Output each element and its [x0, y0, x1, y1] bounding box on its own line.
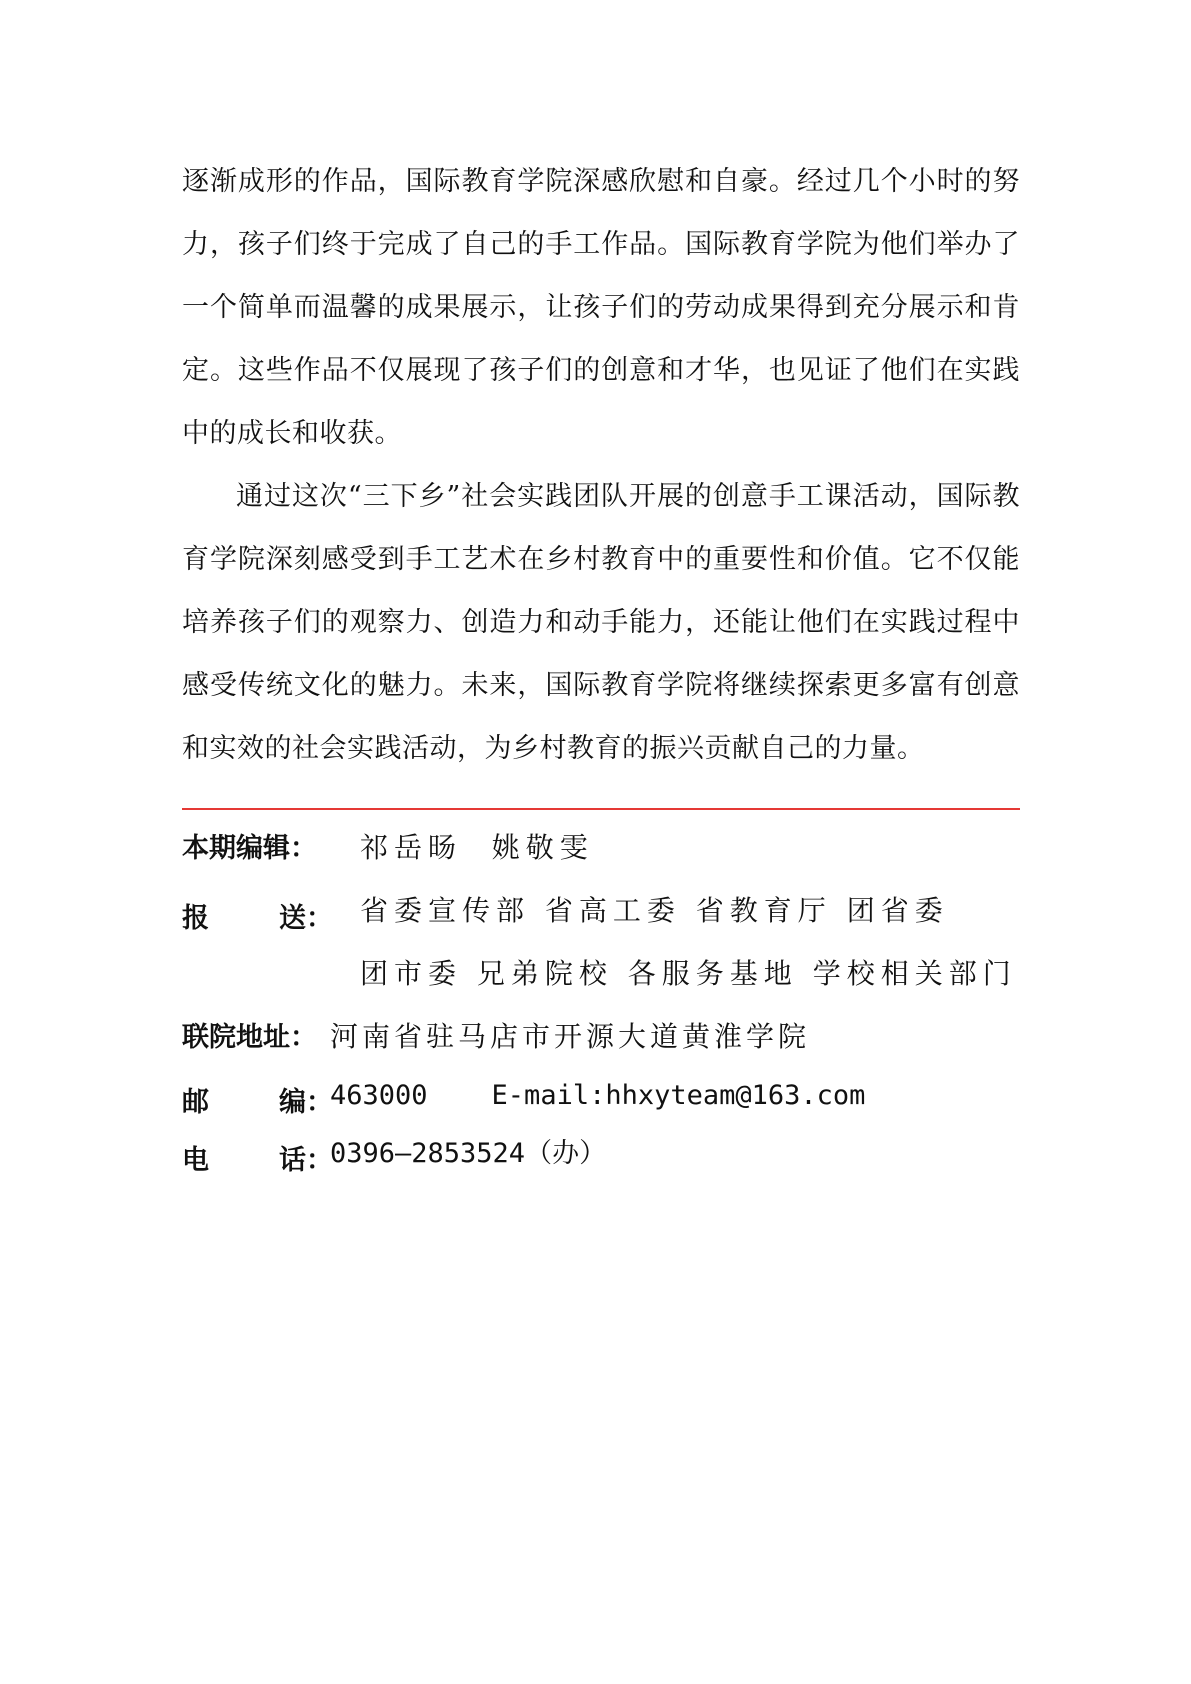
report-label-char1: 报: [182, 903, 209, 934]
phone-label-char2: 话：: [279, 1145, 333, 1176]
report-row: [182, 889, 949, 934]
postcode-value: 463000: [330, 1080, 428, 1111]
postcode-label: [182, 1080, 333, 1118]
postcode-label-char2: 编：: [279, 1087, 333, 1118]
phone-label-char1: 电: [182, 1145, 209, 1176]
red-divider-line: [182, 808, 1020, 810]
address-label: 联院地址：: [182, 1022, 317, 1053]
report-row-continued: [360, 952, 1017, 992]
report-label: [182, 896, 333, 934]
email-value: E-mail:hhxyteam@163.com: [491, 1080, 866, 1111]
phone-value: 0396—2853524（办）: [330, 1138, 607, 1169]
paragraph-2: 通过这次“三下乡”社会实践团队开展的创意手工课活动，国际教育学院深刻感受到手工艺术在乡村教育中的重要性和价值。它不仅能培养孩子们的观察力、创造力和动手能力，还能让他们在实践过程中感受传统文化的魅力。未来，国际教育学院将继续探索更多富有创意和实效的社会实践活动，为乡村教育的振兴贡献自己的力量。: [182, 481, 1020, 764]
address-row: [182, 1015, 810, 1055]
article-body: [182, 150, 1020, 780]
address-value: 河南省驻马店市开源大道黄淮学院: [330, 1020, 811, 1053]
paragraph-1: 逐渐成形的作品，国际教育学院深感欣慰和自豪。经过几个小时的努力，孩子们终于完成了自己的手工作品。国际教育学院为他们举办了一个简单而温馨的成果展示，让孩子们的劳动成果得到充分展示和肯定。这些作品不仅展现了孩子们的创意和才华，也见证了他们在实践中的成长和收获。: [182, 166, 1020, 449]
postcode-row: [182, 1078, 866, 1118]
phone-row: [182, 1131, 607, 1176]
phone-label: [182, 1138, 333, 1176]
editors-value: 祁岳旸 姚敬雯: [360, 831, 594, 864]
postcode-label-char1: 邮: [182, 1087, 209, 1118]
report-recipients-line1: 省委宣传部 省高工委 省教育厅 团省委: [360, 894, 949, 927]
editors-row: [182, 826, 594, 866]
report-label-char2: 送：: [279, 903, 333, 934]
editors-label: 本期编辑：: [182, 833, 317, 864]
report-recipients-line2: 团市委 兄弟院校 各服务基地 学校相关部门: [360, 957, 1017, 990]
